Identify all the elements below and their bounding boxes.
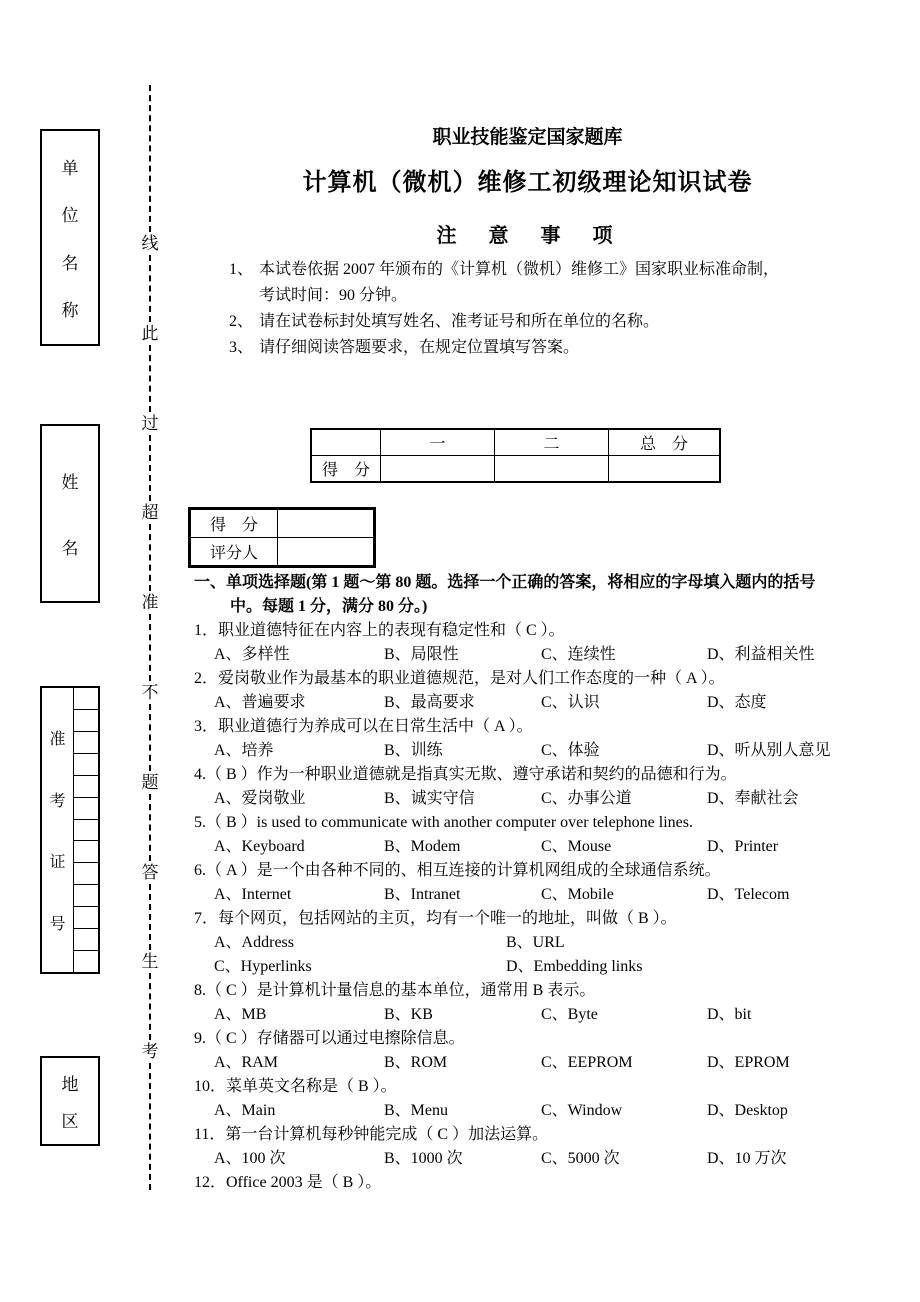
option: C、体验 [541,742,600,759]
question-stem: 10．菜单英文名称是（ B ）。 [194,1078,397,1095]
notice-item [229,309,859,335]
score-table-row-label: 得 分 [311,456,381,483]
option: C、认识 [541,694,600,711]
option: B、训练 [384,742,443,759]
question-section [194,571,874,1195]
option: A、培养 [214,742,274,759]
vertical-label-char: 地 [61,1075,79,1094]
option: D、态度 [707,694,767,711]
notice-section-title: 注 意 事 项 [436,225,619,247]
option: C、Byte [541,1006,598,1023]
admission-ticket-label-cell [42,688,74,972]
seal-line-char: 题 [141,772,159,792]
option-line [194,1147,874,1171]
admission-ticket-number-box [40,686,100,974]
option: D、Telecom [707,886,790,903]
grader-score-box [188,507,376,568]
question-stem: 4.（ B ）作为一种职业道德就是指真实无欺、遵守承诺和契约的品德和行为。 [194,766,737,783]
option: A、Keyboard [214,838,305,855]
grader-score-blank [278,509,375,538]
option-line [194,835,874,859]
option: C、Mouse [541,838,612,855]
ticket-digit-cell [74,885,98,907]
option-line [194,787,874,811]
vertical-label-char: 姓 [61,472,79,492]
seal-line-char: 答 [141,862,159,882]
vertical-label-char: 位 [61,206,79,226]
notice-item-number: 1、 [229,261,254,278]
unit-name-label [42,131,98,344]
option: A、MB [214,1006,267,1023]
option-line [194,931,874,955]
notice-item [229,335,859,361]
seal-dash-segment [149,614,151,681]
question-stem: 12．Office 2003 是（ B ）。 [194,1174,382,1191]
section-one-heading [194,571,874,619]
option: D、10 万次 [707,1150,787,1167]
option: A、普遍要求 [214,694,306,711]
option-line [194,955,874,979]
option-line [194,1099,874,1123]
notice-item-text: 请在试卷标封处填写姓名、准考证号和所在单位的名称。 [259,313,660,330]
vertical-label-char: 名 [61,253,79,273]
question-stem: 3．职业道德行为养成可以在日常生活中（ A ）。 [194,718,533,735]
ticket-digit-cell [74,776,98,798]
option: D、奉献社会 [707,790,799,807]
question-stem: 7．每个网页，包括网站的主页，均有一个唯一的地址，叫做（ B ）。 [194,910,677,927]
ticket-digit-cell [74,907,98,929]
seal-dash-segment [149,524,151,591]
option: A、Main [214,1102,276,1119]
option: C、Mobile [541,886,614,903]
notice-item-text: 请仔细阅读答题要求，在规定位置填写答案。 [259,339,580,356]
score-cell-two [495,456,609,483]
seal-line-char: 生 [141,952,159,972]
option: D、Printer [707,838,779,855]
section-heading-line2: 中。每题 1 分，满分 80 分。) [230,598,428,615]
exam-paper-title: 计算机（微机）维修工初级理论知识试卷 [302,170,753,196]
option: B、URL [506,934,565,951]
seal-dash-segment [149,1063,151,1190]
score-table-col-two: 二 [495,429,609,456]
vertical-label-char: 名 [61,539,79,559]
vertical-label-char: 号 [49,915,66,933]
option: D、听从别人意见 [707,742,831,759]
question-stem: 8.（ C ）是计算机计量信息的基本单位，通常用 B 表示。 [194,982,596,999]
vertical-label-char: 考 [49,792,66,810]
option: D、Desktop [707,1102,788,1119]
option: A、Address [214,934,294,951]
grader-score-label: 得 分 [190,509,278,538]
seal-dash-segment [149,973,151,1040]
vertical-label-char: 准 [49,731,66,749]
candidate-name-label [42,426,98,601]
question-list [194,619,874,1195]
option: C、5000 次 [541,1150,620,1167]
seal-line-char: 过 [141,413,159,433]
notice-item-number: 3、 [229,339,254,356]
option: B、局限性 [384,646,459,663]
option-line [194,739,874,763]
question-stem: 6.（ A ）是一个由各种不同的、相互连接的计算机网组成的全球通信系统。 [194,862,721,879]
vertical-label-char: 单 [61,158,79,178]
option: B、ROM [384,1054,448,1071]
option-line [194,883,874,907]
ticket-digit-cell [74,754,98,776]
vertical-label-char: 称 [61,301,79,321]
ticket-digit-cell [74,688,98,710]
option: A、Internet [214,886,292,903]
option: C、Window [541,1102,623,1119]
option-line [194,1051,874,1075]
seal-dash-segment [149,85,151,232]
seal-line-char: 考 [141,1042,159,1062]
score-cell-one [381,456,495,483]
option: D、Embedding links [506,958,643,975]
question-stem: 5.（ B ）is used to communicate with another computer over telephone lines. [194,814,693,831]
ticket-digit-cell [74,841,98,863]
ticket-digit-cell [74,710,98,732]
option: B、Modem [384,838,461,855]
question-stem: 9.（ C ）存储器可以通过电擦除信息。 [194,1030,465,1047]
option: B、诚实守信 [384,790,475,807]
ticket-digit-cell [74,820,98,842]
option: B、1000 次 [384,1150,463,1167]
option: A、RAM [214,1054,279,1071]
option-line [194,691,874,715]
grader-name-blank [278,538,375,567]
seal-dash-segment [149,255,151,322]
ticket-digit-cell [74,732,98,754]
notice-item-text: 本试卷依据 2007 年颁布的《计算机（微机）维修工》国家职业标准命制， 考试时间：90 分钟。 [259,261,780,304]
option: A、100 次 [214,1150,286,1167]
score-table-col-total: 总 分 [609,429,721,456]
ticket-digit-cell [74,929,98,951]
score-table-col-one: 一 [381,429,495,456]
option: D、bit [707,1006,752,1023]
ticket-digit-cell [74,798,98,820]
option: C、办事公道 [541,790,632,807]
region-box [40,1056,100,1146]
score-summary-table [310,428,721,483]
question-stem: 11．第一台计算机每秒钟能完成（ C ）加法运算。 [194,1126,549,1143]
seal-dash-segment [149,345,151,412]
seal-dash-segment [149,884,151,951]
seal-line-char: 超 [141,503,159,523]
seal-dash-segment [149,435,151,502]
notice-item [229,257,859,309]
ticket-digit-cell [74,863,98,885]
vertical-label-char: 区 [61,1112,79,1131]
ticket-digit-cells [74,688,98,972]
seal-dash-segment [149,794,151,861]
admission-ticket-label [42,688,73,972]
question-bank-title: 职业技能鉴定国家题库 [432,127,623,148]
candidate-name-box [40,424,100,603]
seal-dashed-line [139,85,161,1190]
ticket-digit-cell [74,951,98,972]
notice-item-number: 2、 [229,313,254,330]
seal-line-char: 不 [141,682,159,702]
option: B、Menu [384,1102,449,1119]
question-stem: 1．职业道德特征在内容上的表现有稳定性和（ C ）。 [194,622,565,639]
option: D、利益相关性 [707,646,815,663]
seal-line-char: 线 [141,233,159,253]
vertical-label-char: 证 [49,854,66,872]
unit-name-box [40,129,100,346]
seal-line-char: 准 [141,593,159,613]
seal-line-char: 此 [141,323,159,343]
option: B、最高要求 [384,694,475,711]
option: D、EPROM [707,1054,790,1071]
score-table-blank-cell [311,429,381,456]
section-heading-line1: 一、单项选择题(第 1 题～第 80 题。选择一个正确的答案，将相应的字母填入题内的括号 [194,574,816,591]
score-cell-total [609,456,721,483]
option: C、Hyperlinks [214,958,312,975]
region-label [42,1058,98,1144]
option-line [194,1003,874,1027]
option: A、多样性 [214,646,290,663]
option: A、爱岗敬业 [214,790,306,807]
option: C、EEPROM [541,1054,633,1071]
option-line [194,643,874,667]
option: B、Intranet [384,886,461,903]
notice-list [229,257,859,361]
question-stem: 2．爱岗敬业作为最基本的职业道德规范，是对人们工作态度的一种（ A ）。 [194,670,725,687]
option: C、连续性 [541,646,616,663]
seal-dash-segment [149,704,151,771]
option: B、KB [384,1006,433,1023]
grader-name-label: 评分人 [190,538,278,567]
